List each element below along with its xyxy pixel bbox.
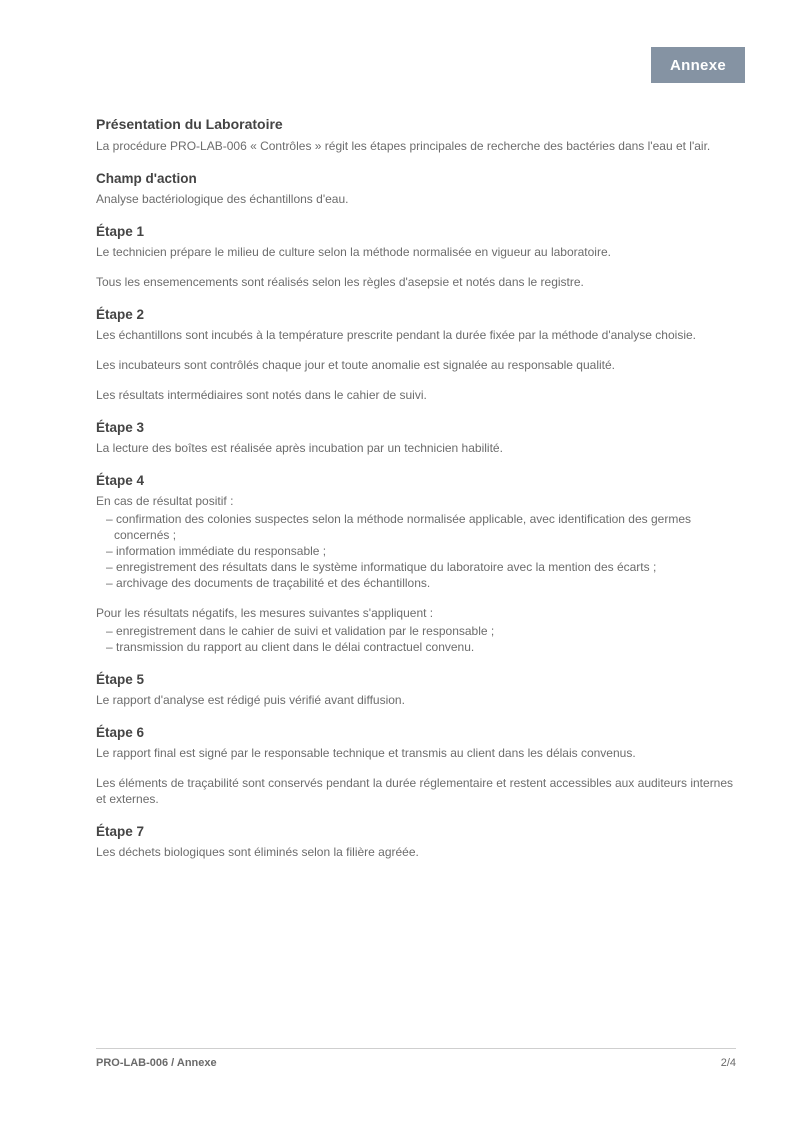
- step-2-paragraph-2: Les incubateurs sont contrôlés chaque jour et toute anomalie est signalée au responsable qualité.: [96, 358, 616, 372]
- page-footer: [96, 1048, 736, 1069]
- step-6-section: [96, 725, 736, 807]
- step-4-paragraph-1: En cas de résultat positif :: [96, 494, 234, 508]
- list-item: – enregistrement des résultats dans le système informatique du laboratoire avec la mention des écarts ;: [96, 559, 736, 575]
- scope-title: Champ d'action: [96, 171, 197, 186]
- step-4-section: [96, 473, 736, 655]
- step-1-title: Étape 1: [96, 224, 145, 239]
- scope-text: Analyse bactériologique des échantillons d'eau.: [96, 192, 349, 206]
- step-2-paragraph-3: Les résultats intermédiaires sont notés dans le cahier de suivi.: [96, 388, 427, 402]
- step-6-paragraph-2: Les éléments de traçabilité sont conservés pendant la durée réglementaire et restent accessibles aux auditeurs internes et externes.: [96, 776, 734, 806]
- step-6-paragraph-1: Le rapport final est signé par le responsable technique et transmis au client dans les délais convenus.: [96, 746, 636, 760]
- step-3-title: Étape 3: [96, 420, 145, 435]
- footer-reference: PRO-LAB-006 / Annexe: [96, 1057, 217, 1069]
- step-7-section: [96, 824, 736, 860]
- list-item: – archivage des documents de traçabilité et des échantillons.: [96, 575, 736, 591]
- intro-title: Présentation du Laboratoire: [96, 116, 283, 132]
- annex-badge: Annexe: [651, 47, 745, 83]
- step-1-paragraph-2: Tous les ensemencements sont réalisés selon les règles d'asepsie et notés dans le registre.: [96, 275, 584, 289]
- intro-section: [96, 116, 736, 154]
- step-2-title: Étape 2: [96, 307, 145, 322]
- step-5-paragraph-1: Le rapport d'analyse est rédigé puis vérifié avant diffusion.: [96, 693, 405, 707]
- intro-text: La procédure PRO-LAB-006 « Contrôles » régit les étapes principales de recherche des bactéries dans l'eau et l'air.: [96, 139, 711, 153]
- step-5-title: Étape 5: [96, 672, 145, 687]
- step-4-list-a: [96, 511, 736, 591]
- step-7-title: Étape 7: [96, 824, 145, 839]
- document-body: [96, 116, 736, 877]
- list-item: – information immédiate du responsable ;: [96, 543, 736, 559]
- step-7-paragraph-1: Les déchets biologiques sont éliminés selon la filière agréée.: [96, 845, 419, 859]
- step-2-paragraph-1: Les échantillons sont incubés à la température prescrite pendant la durée fixée par la méthode d'analyse choisie.: [96, 328, 696, 342]
- list-item: – enregistrement dans le cahier de suivi et validation par le responsable ;: [96, 623, 736, 639]
- step-3-paragraph-1: La lecture des boîtes est réalisée après incubation par un technicien habilité.: [96, 441, 503, 455]
- step-6-title: Étape 6: [96, 725, 145, 740]
- list-item: – confirmation des colonies suspectes selon la méthode normalisée applicable, avec identification des germes concernés ;: [96, 511, 736, 543]
- step-4-list-b: [96, 623, 736, 655]
- scope-section: [96, 171, 736, 207]
- list-item: – transmission du rapport au client dans le délai contractuel convenu.: [96, 639, 736, 655]
- step-4-title: Étape 4: [96, 473, 145, 488]
- step-1-section: [96, 224, 736, 290]
- step-1-paragraph-1: Le technicien prépare le milieu de culture selon la méthode normalisée en vigueur au laboratoire.: [96, 245, 611, 259]
- step-3-section: [96, 420, 736, 456]
- page-number: 2/4: [720, 1057, 736, 1069]
- step-4-paragraph-2: Pour les résultats négatifs, les mesures suivantes s'appliquent :: [96, 606, 434, 620]
- step-5-section: [96, 672, 736, 708]
- step-2-section: [96, 307, 736, 403]
